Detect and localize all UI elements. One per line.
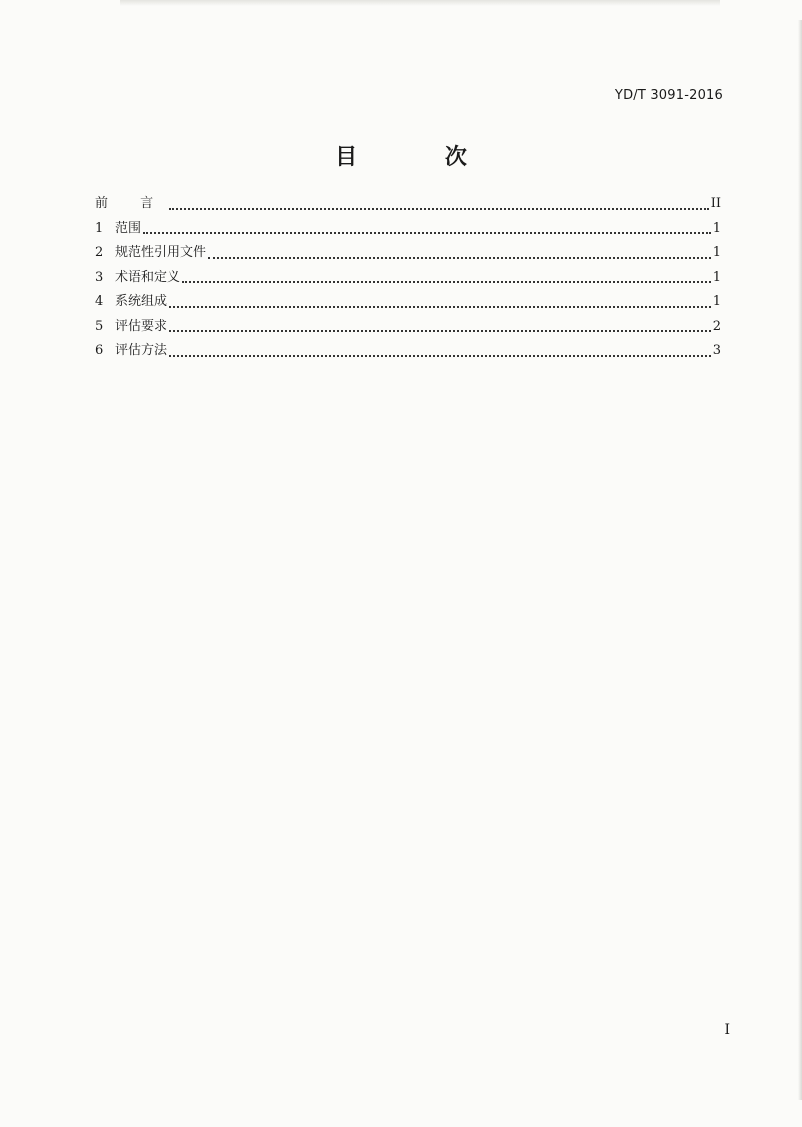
toc-entry-label: 评估要求 [115,318,168,334]
toc-entry-number: 6 [95,343,104,358]
toc-entry-label: 前 言 [95,196,168,211]
toc-dot-leader [182,281,711,283]
page-number: I [724,1022,730,1038]
toc-entry-5[interactable] [95,317,721,342]
toc-entry-page: 1 [712,245,721,260]
toc-entry-number: 4 [95,294,104,309]
toc-entry-label: 评估方法 [115,343,168,358]
toc-title: 目 次 [335,145,507,170]
toc-entry-6[interactable] [95,341,721,366]
toc-entry-number: 3 [95,269,104,285]
scan-shadow-right [798,20,802,1100]
toc-entry-label: 规范性引用文件 [115,245,207,260]
toc-dot-leader [169,306,711,308]
scan-shadow-top [120,0,720,6]
toc-entry-label: 术语和定义 [115,269,181,285]
toc-entry-foreword[interactable] [95,194,721,219]
toc-dot-leader [169,330,711,332]
table-of-contents [95,194,721,366]
toc-dot-leader [169,208,709,210]
toc-entry-page: 1 [712,220,721,236]
toc-entry-page: 2 [712,318,721,334]
toc-entry-4[interactable] [95,292,721,317]
toc-entry-3[interactable] [95,268,721,293]
toc-entry-1[interactable] [95,219,721,244]
toc-entry-page: II [710,196,721,211]
toc-entry-2[interactable] [95,243,721,268]
toc-entry-label: 系统组成 [115,294,168,309]
toc-entry-page: 1 [712,294,721,309]
toc-dot-leader [169,355,711,357]
toc-entry-number: 2 [95,245,104,260]
toc-entry-page: 1 [712,269,721,285]
toc-dot-leader [208,257,711,259]
document-code: YD/T 3091-2016 [614,88,723,103]
toc-entry-number: 5 [95,318,104,334]
toc-entry-page: 3 [712,343,721,358]
toc-entry-label: 范围 [115,220,142,236]
toc-dot-leader [143,232,711,234]
toc-entry-number: 1 [95,220,104,236]
